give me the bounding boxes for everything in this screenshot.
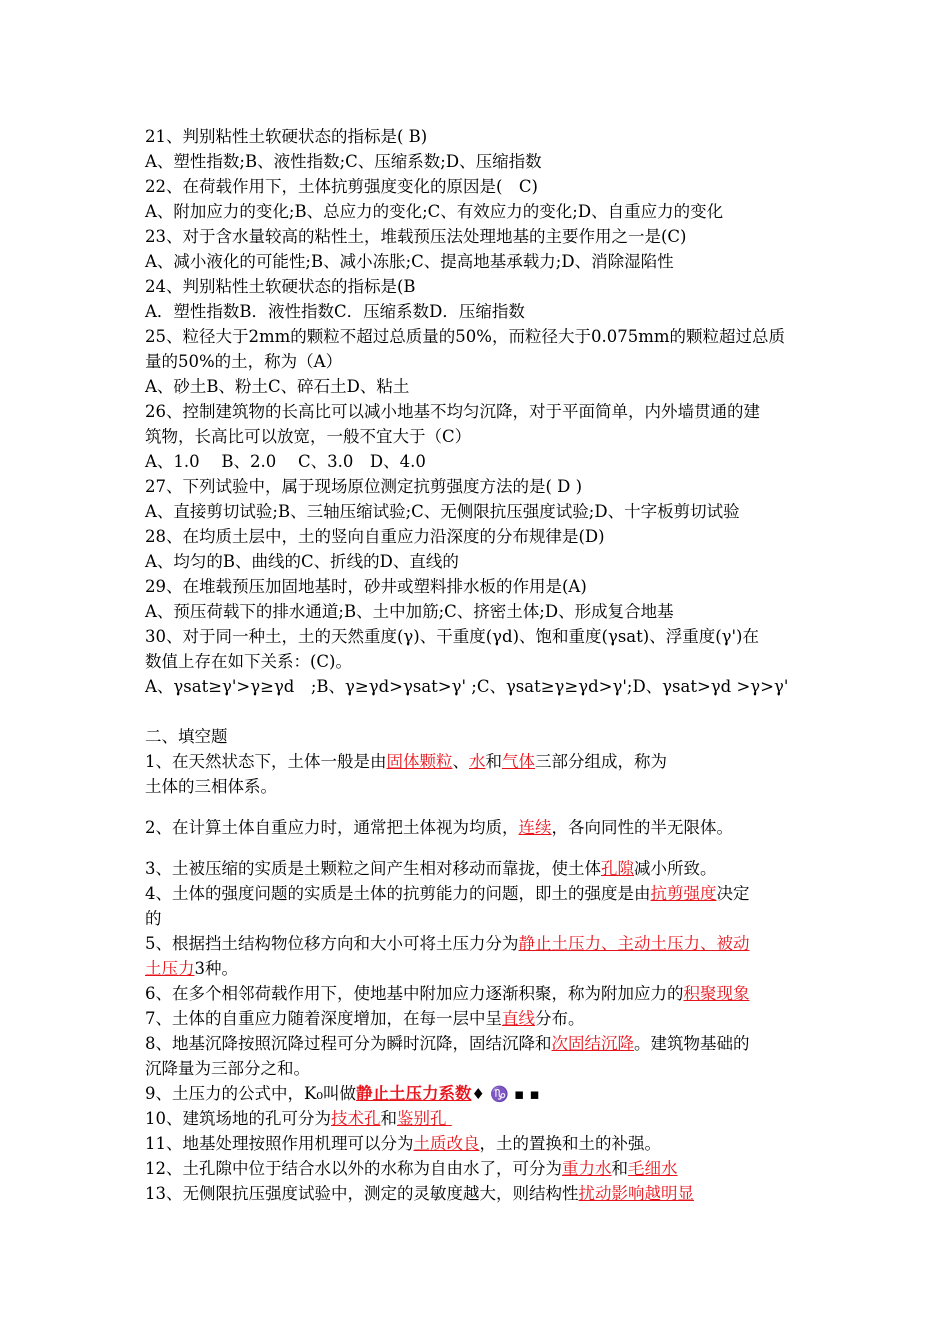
answer-blank: 鉴别孔 xyxy=(397,1109,452,1128)
spacer xyxy=(145,799,815,815)
question-30-line1: 30、对于同一种土，土的天然重度(γ)、干重度(γd)、饱和重度(γsat)、浮重度(γ')在 xyxy=(145,627,759,646)
spacer xyxy=(145,840,815,856)
answer-blank: 固体颗粒 xyxy=(386,752,453,771)
answer-blank: 孔隙 xyxy=(601,859,634,878)
fill-8-line1: 8、地基沉降按照沉降过程可分为瞬时沉降，固结沉降和次固结沉降。建筑物基础的 xyxy=(145,1034,750,1053)
options-22: A、附加应力的变化;B、总应力的变化;C、有效应力的变化;D、自重应力的变化 xyxy=(145,202,724,221)
fill-13: 13、无侧限抗压强度试验中，测定的灵敏度越大，则结构性扰动影响越明显 xyxy=(145,1184,694,1203)
options-25: A、砂土B、粉土C、碎石土D、粘土 xyxy=(145,377,410,396)
options-23: A、减小液化的可能性;B、减小冻胀;C、提高地基承载力;D、消除湿陷性 xyxy=(145,252,674,271)
answer-blank: 毛细水 xyxy=(628,1159,678,1178)
question-28: 28、在均质土层中，土的竖向自重应力沿深度的分布规律是(D) xyxy=(145,527,605,546)
answer-blank: 气体 xyxy=(502,752,535,771)
options-21: A、塑性指数;B、液性指数;C、压缩系数;D、压缩指数 xyxy=(145,152,542,171)
question-26-line2: 筑物，长高比可以放宽，一般不宜大于（C） xyxy=(145,427,472,446)
options-30: A、γsat≥γ'>γ≥γd ;B、γ≥γd>γsat>γ' ;C、γsat≥γ≥γd>γ';D、γsat>γd >γ>γ' xyxy=(145,677,789,696)
fill-4-line2: 的 xyxy=(145,909,162,928)
answer-blank: 抗剪强度 xyxy=(650,884,717,903)
answer-blank: 土压力 xyxy=(145,959,195,978)
question-22: 22、在荷载作用下，土体抗剪强度变化的原因是( C) xyxy=(145,177,538,196)
fill-6: 6、在多个相邻荷载作用下，使地基中附加应力逐渐积聚，称为附加应力的积聚现象 xyxy=(145,984,750,1003)
answer-blank: 静止土压力系数 xyxy=(355,1084,472,1103)
options-28: A、均匀的B、曲线的C、折线的D、直线的 xyxy=(145,552,459,571)
garbled-symbols: ♦ ♑ ▪ ▪ xyxy=(471,1085,540,1103)
answer-blank: 水 xyxy=(469,752,486,771)
answer-blank: 重力水 xyxy=(562,1159,612,1178)
options-27: A、直接剪切试验;B、三轴压缩试验;C、无侧限抗压强度试验;D、十字板剪切试验 xyxy=(145,502,740,521)
options-29: A、预压荷载下的排水通道;B、土中加筋;C、挤密土体;D、形成复合地基 xyxy=(145,602,674,621)
fill-8-line2: 沉降量为三部分之和。 xyxy=(145,1059,310,1078)
options-26: A、1.0 B、2.0 C、3.0 D、4.0 xyxy=(145,452,426,471)
fill-5-line1: 5、根据挡土结构物位移方向和大小可将土压力分为静止土压力、主动土压力、被动 xyxy=(145,934,750,953)
fill-3: 3、土被压缩的实质是土颗粒之间产生相对移动而靠拢，使土体孔隙减小所致。 xyxy=(145,859,717,878)
fill-2: 2、在计算土体自重应力时，通常把土体视为均质，连续，各向同性的半无限体。 xyxy=(145,818,733,837)
fill-9: 9、土压力的公式中，K₀叫做静止土压力系数♦ ♑ ▪ ▪ xyxy=(145,1084,540,1103)
fill-5-line2: 土压力3种。 xyxy=(145,959,238,978)
question-25-line2: 量的50%的土，称为（A） xyxy=(145,352,343,371)
question-23: 23、对于含水量较高的粘性土，堆载预压法处理地基的主要作用之一是(C) xyxy=(145,227,687,246)
question-21: 21、判别粘性土软硬状态的指标是( B) xyxy=(145,127,428,146)
question-30-line2: 数值上存在如下关系：(C)。 xyxy=(145,652,352,671)
answer-blank: 积聚现象 xyxy=(683,984,750,1003)
fill-4-line1: 4、土体的强度问题的实质是土体的抗剪能力的问题，即土的强度是由抗剪强度决定 xyxy=(145,884,750,903)
fill-1-line1: 1、在天然状态下，土体一般是由固体颗粒、水和气体三部分组成，称为 xyxy=(145,752,667,771)
answer-blank: 技术孔 xyxy=(331,1109,381,1128)
answer-blank: 土质改良 xyxy=(413,1134,480,1153)
answer-blank: 直线 xyxy=(502,1009,535,1028)
blank-line xyxy=(145,699,815,724)
fill-11: 11、地基处理按照作用机理可以分为土质改良，土的置换和土的补强。 xyxy=(145,1134,661,1153)
document-body xyxy=(145,124,815,1206)
fill-7: 7、土体的自重应力随着深度增加，在每一层中呈直线分布。 xyxy=(145,1009,585,1028)
question-26-line1: 26、控制建筑物的长高比可以减小地基不均匀沉降，对于平面简单，内外墙贯通的建 xyxy=(145,402,760,421)
fill-1-line2: 土体的三相体系。 xyxy=(145,777,277,796)
answer-blank: 静止土压力、主动土压力、被动 xyxy=(518,934,750,953)
answer-blank: 连续 xyxy=(518,818,552,837)
question-25-line1: 25、粒径大于2mm的颗粒不超过总质量的50%，而粒径大于0.075mm的颗粒超过总质 xyxy=(145,327,785,346)
section-title: 二、填空题 xyxy=(145,727,228,746)
answer-blank: 扰动影响越明显 xyxy=(578,1184,694,1203)
question-27: 27、下列试验中，属于现场原位测定抗剪强度方法的是( D ) xyxy=(145,477,583,496)
question-29: 29、在堆载预压加固地基时，砂井或塑料排水板的作用是(A) xyxy=(145,577,587,596)
fill-12: 12、土孔隙中位于结合水以外的水称为自由水了，可分为重力水和毛细水 xyxy=(145,1159,678,1178)
options-24: A．塑性指数B．液性指数C．压缩系数D．压缩指数 xyxy=(145,302,525,321)
fill-10: 10、建筑场地的孔可分为技术孔和鉴别孔 xyxy=(145,1109,452,1128)
answer-blank: 次固结沉降 xyxy=(551,1034,634,1053)
question-24: 24、判别粘性土软硬状态的指标是(B xyxy=(145,277,416,296)
